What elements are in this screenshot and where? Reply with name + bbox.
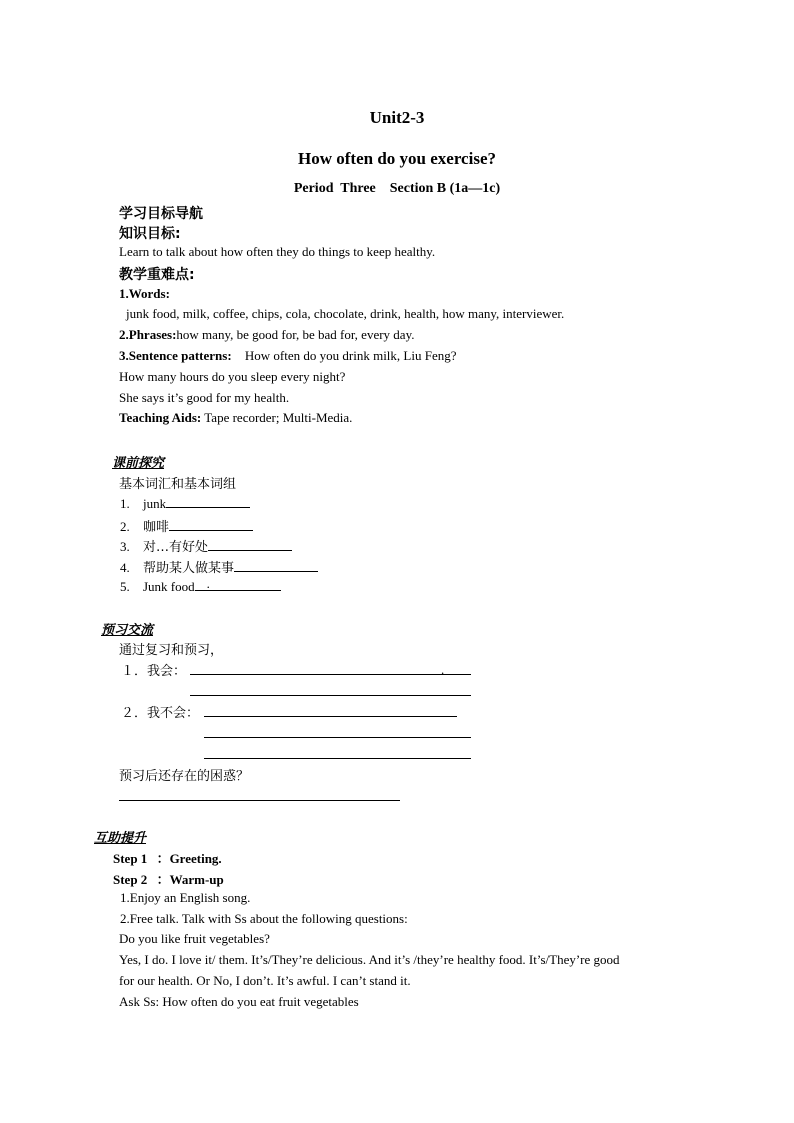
phrases-line — [119, 327, 414, 343]
phrases-text: how many, be good for, be bad for, every day. — [176, 327, 415, 342]
step-1-text: ：Greeting. — [156, 851, 222, 866]
phrases-label: 2.Phrases: — [119, 327, 177, 342]
doubt-question: 预习后还存在的困惑？ — [119, 769, 250, 784]
can-answer-line-1[interactable] — [190, 674, 471, 675]
vocab-item-3: 3. 对…有好处 — [120, 536, 292, 555]
improve-line-5: for our health. Or No, I don’t. It’s awful. I can’t stand it. — [119, 973, 411, 988]
cannot-label: ２．我不会： — [121, 706, 200, 721]
improve-line-6: Ask Ss: How often do you eat fruit vegetables — [119, 994, 359, 1009]
aids-text: Tape recorder; Multi-Media. — [204, 410, 353, 425]
improve-line-1: 1.Enjoy an English song. — [120, 890, 251, 905]
cannot-answer-line-1[interactable] — [204, 716, 457, 717]
knowledge-label: 知识目标: — [119, 226, 181, 242]
preview-sub: 基本词汇和基本词组 — [119, 477, 237, 492]
step-2 — [113, 869, 224, 888]
sentence-1: How often do you drink milk, Liu Feng? — [244, 348, 457, 363]
knowledge-text: Learn to talk about how often they do things to keep healthy. — [119, 244, 436, 259]
improve-line-4: Yes, I do. I love it/ them. It’s/They’re delicious. And it’s /they’re healthy food. It’s/They’re good — [119, 952, 620, 967]
step-2-label: Step 2 — [113, 872, 148, 887]
exchange-intro: 通过复习和预习， — [119, 643, 224, 658]
vocab-item-2: 2. 咖啡 — [120, 516, 253, 535]
sentence-3: She says it’s good for my health. — [119, 390, 290, 405]
aids-line — [119, 410, 352, 426]
vocab-item-4: 4. 帮助某人做某事 — [120, 557, 318, 576]
key-points-label: 教学重难点: — [119, 267, 195, 283]
improve-line-3: Do you like fruit vegetables? — [119, 931, 270, 946]
answer-blank[interactable]: . — [195, 578, 281, 591]
lesson-question: How often do you exercise? — [298, 149, 496, 168]
step-1 — [113, 848, 222, 867]
words-label: 1.Words: — [119, 286, 170, 301]
can-dot: . — [441, 662, 445, 677]
doubt-answer-line[interactable] — [119, 800, 400, 801]
answer-blank[interactable] — [166, 495, 250, 508]
goals-heading: 学习目标导航 — [119, 206, 203, 222]
vocab-item-1: 1. junk — [120, 495, 250, 512]
can-answer-line-2[interactable] — [190, 695, 471, 696]
answer-blank[interactable] — [169, 518, 253, 531]
answer-blank[interactable] — [234, 559, 318, 572]
preview-heading: 课前探究 — [112, 456, 165, 471]
cannot-answer-line-2[interactable] — [204, 737, 471, 738]
aids-label: Teaching Aids: — [119, 410, 202, 425]
unit-title: Unit2-3 — [369, 108, 425, 127]
step-1-label: Step 1 — [113, 851, 148, 866]
sentence-2: How many hours do you sleep every night? — [119, 369, 346, 384]
step-2-text: ：Warm-up — [156, 872, 224, 887]
vocab-item-5: 5. Junk food . — [120, 578, 281, 595]
answer-blank[interactable] — [208, 538, 292, 551]
sentences-line — [119, 348, 457, 364]
improve-heading: 互助提升 — [94, 831, 147, 846]
improve-line-2: 2.Free talk. Talk with Ss about the following questions: — [120, 911, 408, 926]
cannot-answer-line-3[interactable] — [204, 758, 471, 759]
period-line: Period Three Section B (1a—1c) — [293, 181, 501, 196]
exchange-heading: 预习交流 — [101, 623, 154, 638]
sentences-label: 3.Sentence patterns: — [119, 348, 232, 363]
words-text: junk food, milk, coffee, chips, cola, chocolate, drink, health, how many, interviewer. — [126, 306, 565, 321]
can-label: １．我会： — [121, 664, 187, 679]
